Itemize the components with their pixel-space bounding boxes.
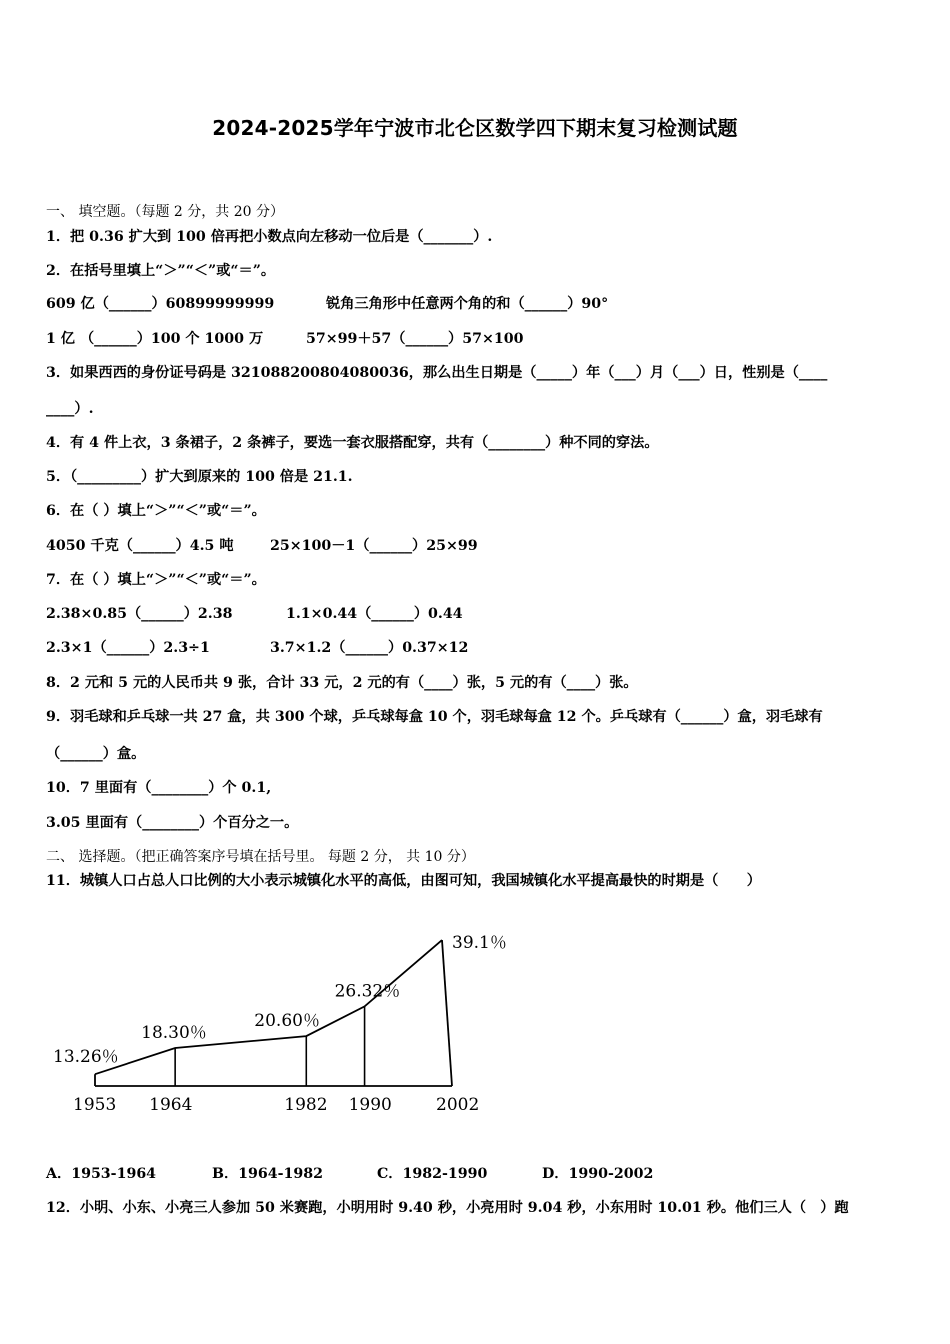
- question-12-line-1: 12．小明、小东、小亮三人参加 50 米赛跑，小明用时 9.40 秒，小亮用时 9.04 秒，小东用时 10.01 秒。他们三人（ ）跑: [46, 1200, 849, 1216]
- question-5: 5．（_________）扩大到原来的 100 倍是 21.1.: [46, 469, 353, 485]
- chart-data-label-2002: 39.1％: [452, 933, 507, 954]
- chart-edge-right: [442, 940, 452, 1086]
- option-d[interactable]: D．1990-2002: [542, 1166, 654, 1182]
- question-10-line-2: 3.05 里面有（________）个百分之一。: [46, 815, 299, 831]
- chart-data-label-1990: 26.32％: [334, 981, 401, 1002]
- question-7-d: 3.7×1.2（______）0.37×12: [270, 640, 469, 656]
- question-7-b: 1.1×0.44（______）0.44: [286, 606, 463, 622]
- question-4: 4．有 4 件上衣，3 条裙子，2 条裤子，要选一套衣服搭配穿，共有（________）种不同的穿法。: [46, 435, 659, 451]
- section-1-header: 一、 填空题。（每题 2 分，共 20 分）: [46, 204, 284, 220]
- urbanization-chart: [40, 915, 540, 1125]
- question-6-stem: 6．在（ ）填上“＞”“＜”或“＝”。: [46, 503, 266, 519]
- question-7-a: 2.38×0.85（______）2.38: [46, 606, 233, 622]
- question-6-b: 25×100－1（______）25×99: [270, 538, 478, 554]
- chart-tick-1982: 1982: [284, 1095, 328, 1115]
- question-9-line-1: 9．羽毛球和乒乓球一共 27 盒，共 300 个球，乒乓球每盒 10 个，羽毛球每盒 12 个。乒乓球有（______）盒，羽毛球有: [46, 709, 823, 725]
- question-2-stem: 2．在括号里填上“＞”“＜”或“＝”。: [46, 263, 276, 279]
- chart-data-label-1982: 20.60％: [254, 1011, 320, 1032]
- question-3-line-1: 3．如果西西的身份证号码是 321088200804080036，那么出生日期是（_____）年（___）月（___）日，性别是（____: [46, 365, 828, 381]
- section-2-header: 二、 选择题。（把正确答案序号填在括号里。 每题 2 分， 共 10 分）: [46, 849, 475, 865]
- chart-data-label-1953: 13.26％: [53, 1047, 119, 1068]
- page-title: 2024-2025学年宁波市北仑区数学四下期末复习检测试题: [212, 116, 738, 140]
- chart-tick-1953: 1953: [73, 1095, 117, 1115]
- question-2-a: 609 亿（______）60899999999: [46, 296, 275, 312]
- question-7-stem: 7．在（ ）填上“＞”“＜”或“＝”。: [46, 572, 266, 588]
- question-11-stem: 11．城镇人口占总人口比例的大小表示城镇化水平的高低，由图可知，我国城镇化水平提高最快的时期是（ ）: [46, 873, 761, 889]
- question-6-a: 4050 千克（______）4.5 吨: [46, 538, 234, 554]
- question-9-line-2: （______）盒。: [46, 746, 146, 762]
- chart-tick-1990: 1990: [348, 1095, 392, 1115]
- question-10-line-1: 10．7 里面有（________）个 0.1,: [46, 780, 272, 796]
- question-1: 1．把 0.36 扩大到 100 倍再把小数点向左移动一位后是（_______）.: [46, 229, 493, 245]
- chart-tick-2002: 2002: [436, 1095, 480, 1115]
- question-3-line-2: ____）.: [46, 401, 94, 417]
- question-2-b: 锐角三角形中任意两个角的和（______）90°: [326, 296, 609, 312]
- question-7-c: 2.3×1（______）2.3÷1: [46, 640, 210, 656]
- question-2-c: 1 亿 （______）100 个 1000 万: [46, 331, 264, 347]
- chart-tick-1964: 1964: [149, 1095, 193, 1115]
- question-8: 8．2 元和 5 元的人民币共 9 张，合计 33 元，2 元的有（____）张，5 元的有（____）张。: [46, 675, 638, 691]
- option-a[interactable]: A．1953-1964: [46, 1166, 157, 1182]
- option-c[interactable]: C．1982-1990: [377, 1166, 488, 1182]
- chart-series-line: [95, 940, 442, 1074]
- option-b[interactable]: B．1964-1982: [212, 1166, 324, 1182]
- chart-data-label-1964: 18.30％: [141, 1023, 207, 1044]
- question-2-d: 57×99＋57（______）57×100: [306, 331, 524, 347]
